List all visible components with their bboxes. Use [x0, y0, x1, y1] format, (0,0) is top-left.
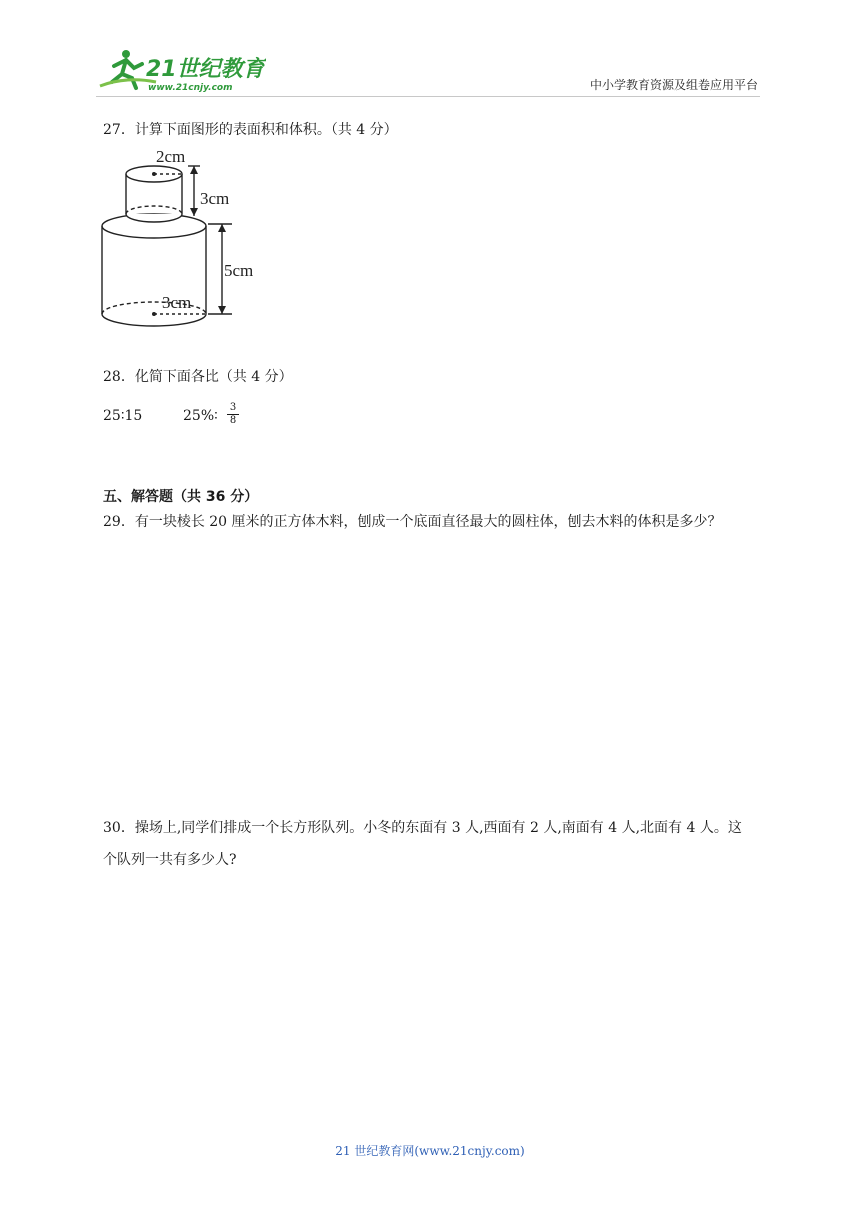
question-30-line-2: 个队列一共有多少人? [103, 852, 237, 868]
ratio-1: 25∶15 [103, 408, 143, 424]
fraction-numerator: 3 [227, 402, 239, 415]
logo-text: 21世纪教育 [146, 57, 265, 82]
site-logo [96, 46, 266, 94]
question-28: 28．化简下面各比（共 4 分） [103, 369, 293, 385]
footer-link[interactable]: 21 世纪教育网(www.21cnjy.com) [335, 1144, 525, 1158]
question-27: 27．计算下面图形的表面积和体积。（共 4 分） [103, 122, 398, 138]
section-title: 五、解答题（共 36 分） [103, 489, 259, 505]
bottom-height-label: 5cm [224, 261, 254, 280]
cylinder-figure [96, 144, 276, 334]
stacked-cylinders-diagram [96, 144, 276, 334]
top-height-label: 3cm [200, 189, 230, 208]
ratio-2-prefix: 25%∶ [183, 408, 218, 424]
ratio-2-fraction [227, 402, 239, 427]
fraction-denominator: 8 [229, 415, 237, 426]
platform-name: 中小学教育资源及组卷应用平台 [589, 78, 758, 92]
top-diameter-label: 2cm [156, 147, 186, 166]
logo-url-text: www.21cnjy.com [148, 83, 233, 93]
question-30-line-1: 30．操场上,同学们排成一个长方形队列。小冬的东面有 3 人,西面有 2 人,南面有 4 人,北面有 4 人。这 [103, 820, 742, 836]
header-divider [96, 96, 760, 97]
bottom-diameter-label: 3cm [162, 293, 192, 312]
question-29: 29．有一块棱长 20 厘米的正方体木料，刨成一个底面直径最大的圆柱体，刨去木料的体积是多少？ [103, 514, 722, 530]
runner-logo-icon [96, 46, 266, 94]
